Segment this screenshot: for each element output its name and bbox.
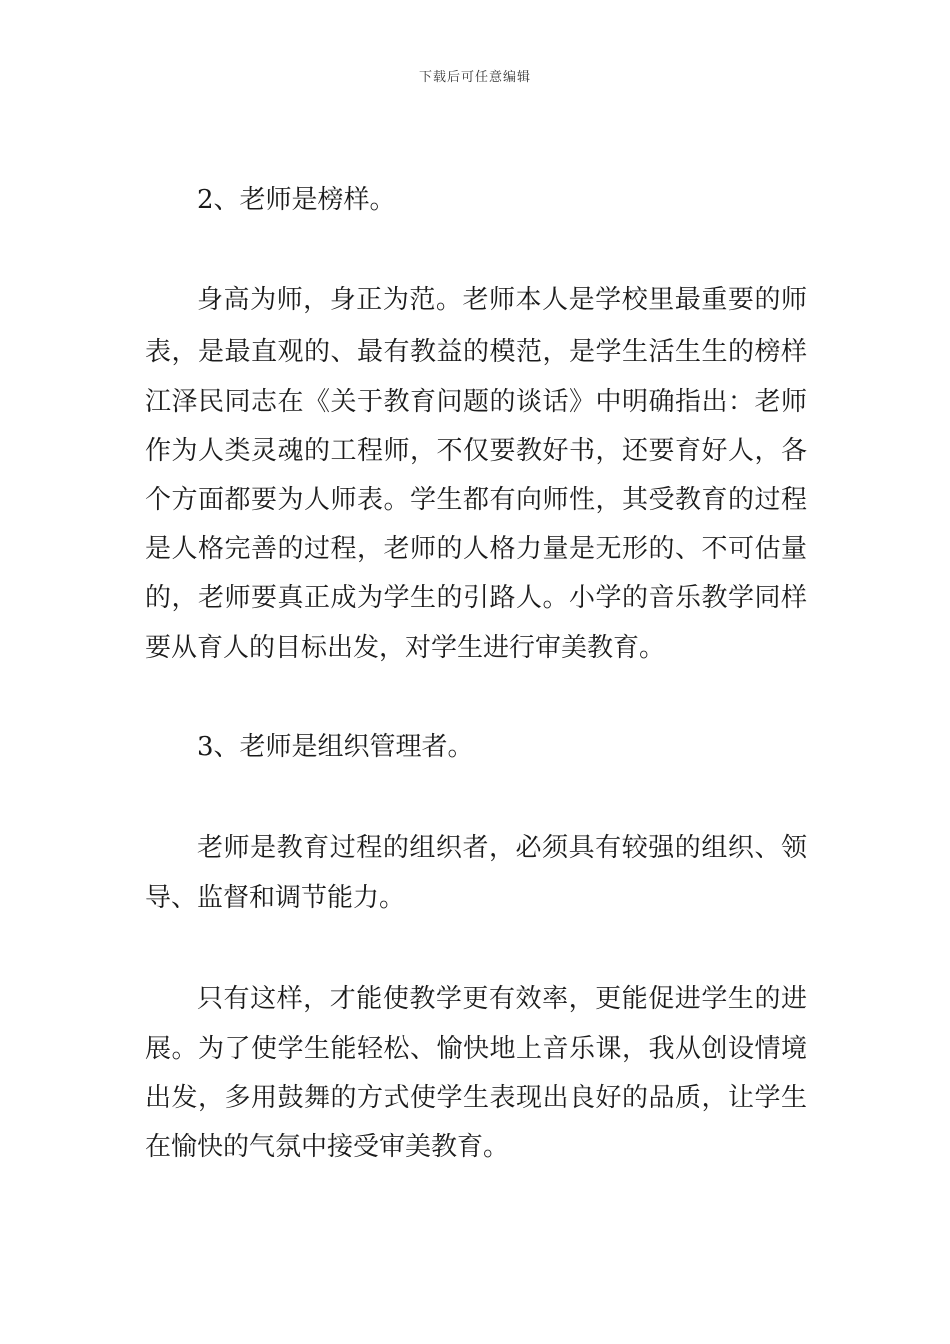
paragraph-line: 是人格完善的过程，老师的人格力量是无形的、不可估量 xyxy=(145,534,807,564)
paragraph-line: 身高为师，身正为范。老师本人是学校里最重要的师 xyxy=(197,285,807,315)
paragraph-line: 只有这样，才能使教学更有效率，更能促进学生的进 xyxy=(197,984,807,1014)
paragraph-line: 导、监督和调节能力。 xyxy=(145,883,406,913)
paragraph-line: 要从育人的目标出发，对学生进行审美教育。 xyxy=(145,633,666,663)
paragraph-line: 个方面都要为人师表。学生都有向师性，其受教育的过程 xyxy=(145,485,807,515)
paragraph-line: 在愉快的气氛中接受审美教育。 xyxy=(145,1132,510,1162)
section-heading-3: 3、老师是组织管理者。 xyxy=(197,732,474,762)
paragraph-line: 作为人类灵魂的工程师，不仅要教好书，还要育好人，各 xyxy=(145,436,807,466)
page-header-note: 下载后可任意编辑 xyxy=(418,70,531,85)
paragraph-line: 的，老师要真正成为学生的引路人。小学的音乐教学同样 xyxy=(145,583,807,613)
paragraph-line: 表，是最直观的、最有教益的模范，是学生活生生的榜样 xyxy=(145,337,807,367)
paragraph-line: 老师是教育过程的组织者，必须具有较强的组织、领 xyxy=(197,833,807,863)
paragraph-line: 展。为了使学生能轻松、愉快地上音乐课，我从创设情境 xyxy=(145,1034,807,1064)
paragraph-line: 江泽民同志在《关于教育问题的谈话》中明确指出：老师 xyxy=(145,387,807,417)
paragraph-line: 出发，多用鼓舞的方式使学生表现出良好的品质，让学生 xyxy=(145,1083,807,1113)
section-heading-2: 2、老师是榜样。 xyxy=(197,185,396,215)
